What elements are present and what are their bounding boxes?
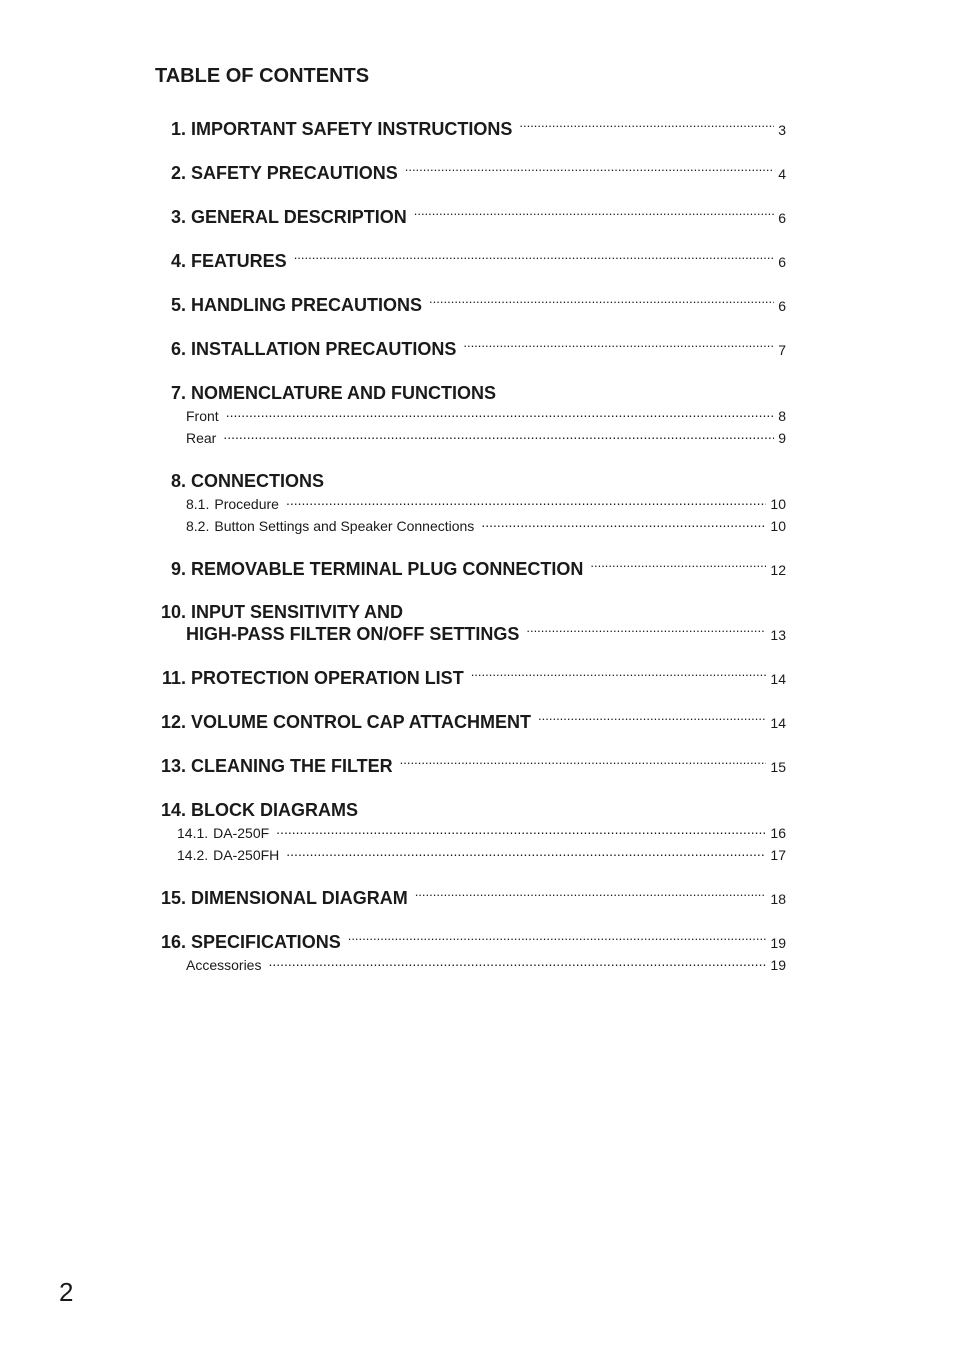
entry-number: 11. xyxy=(161,668,186,688)
toc-entry-1[interactable] xyxy=(154,117,786,142)
entry-label: Rear xyxy=(186,430,217,446)
toc-entry-9[interactable] xyxy=(154,557,786,582)
entry-label: Front xyxy=(186,408,219,424)
entry-number: 14.2. xyxy=(177,847,209,863)
dot-leader xyxy=(526,627,766,640)
dot-leader xyxy=(348,935,767,948)
entry-label: CLEANING THE FILTER xyxy=(191,756,393,776)
entry-label: Button Settings and Speaker Connections xyxy=(214,518,475,534)
dot-leader xyxy=(590,562,766,575)
toc-subentry-front[interactable] xyxy=(186,407,786,425)
entry-page: 12 xyxy=(770,562,786,578)
entry-number: 7. xyxy=(170,383,186,403)
dot-leader xyxy=(268,956,766,970)
entry-page: 6 xyxy=(778,210,786,226)
entry-number: 5. xyxy=(170,295,186,315)
entry-page: 3 xyxy=(778,122,786,138)
entry-label: INSTALLATION PRECAUTIONS xyxy=(191,339,457,359)
entry-page: 14 xyxy=(770,671,786,687)
entry-label: INPUT SENSITIVITY AND xyxy=(191,602,404,622)
dot-leader xyxy=(223,429,774,443)
entry-label: Procedure xyxy=(214,496,279,512)
entry-number: 14.1. xyxy=(177,825,209,841)
entry-page: 19 xyxy=(770,935,786,951)
dot-leader xyxy=(519,122,774,135)
entry-label: REMOVABLE TERMINAL PLUG CONNECTION xyxy=(191,559,584,579)
dot-leader xyxy=(294,254,775,267)
toc-entry-14[interactable] xyxy=(154,798,786,822)
entry-number: 2. xyxy=(170,163,186,183)
toc-subentry-8-1[interactable] xyxy=(186,495,786,513)
entry-label: HANDLING PRECAUTIONS xyxy=(191,295,423,315)
toc-entry-11[interactable] xyxy=(154,666,786,691)
entry-label: VOLUME CONTROL CAP ATTACHMENT xyxy=(191,712,532,732)
entry-label: PROTECTION OPERATION LIST xyxy=(191,668,464,688)
toc-entry-7[interactable] xyxy=(154,381,786,405)
entry-page: 13 xyxy=(770,627,786,643)
entry-page: 17 xyxy=(770,847,786,863)
entry-page: 18 xyxy=(770,891,786,907)
entry-number: 14. xyxy=(160,800,186,820)
toc-entry-15[interactable] xyxy=(154,886,786,911)
dot-leader xyxy=(538,715,766,728)
toc-entry-6[interactable] xyxy=(154,337,786,362)
dot-leader xyxy=(471,671,767,684)
entry-number: 15. xyxy=(160,888,186,908)
entry-page: 8 xyxy=(778,408,786,424)
toc-entry-16[interactable] xyxy=(154,930,786,955)
entry-page: 14 xyxy=(770,715,786,731)
dot-leader xyxy=(286,495,766,509)
entry-label: Accessories xyxy=(186,957,262,973)
entry-label: SAFETY PRECAUTIONS xyxy=(191,163,398,183)
entry-label: NOMENCLATURE AND FUNCTIONS xyxy=(191,383,496,403)
entry-page: 19 xyxy=(770,957,786,973)
entry-number: 13. xyxy=(160,756,186,776)
entry-number: 10. xyxy=(160,602,186,622)
entry-label: DA-250F xyxy=(213,825,270,841)
toc-entry-3[interactable] xyxy=(154,205,786,230)
toc-entry-8[interactable] xyxy=(154,469,786,493)
entry-number: 4. xyxy=(170,251,186,271)
toc-entry-10[interactable] xyxy=(154,600,786,624)
toc-subentry-rear[interactable] xyxy=(186,429,786,447)
entry-number: 8.1. xyxy=(186,496,210,512)
entry-label: IMPORTANT SAFETY INSTRUCTIONS xyxy=(191,119,513,139)
entry-page: 6 xyxy=(778,298,786,314)
entry-label: DA-250FH xyxy=(213,847,280,863)
entry-page: 15 xyxy=(770,759,786,775)
entry-number: 3. xyxy=(170,207,186,227)
toc-entry-5[interactable] xyxy=(154,293,786,318)
toc-entry-13[interactable] xyxy=(154,754,786,779)
dot-leader xyxy=(415,891,767,904)
entry-page: 7 xyxy=(778,342,786,358)
entry-page: 9 xyxy=(778,430,786,446)
entry-label: CONNECTIONS xyxy=(191,471,325,491)
dot-leader xyxy=(429,298,774,311)
entry-label: BLOCK DIAGRAMS xyxy=(191,800,359,820)
entry-label: HIGH-PASS FILTER ON/OFF SETTINGS xyxy=(186,624,520,644)
entry-page: 6 xyxy=(778,254,786,270)
entry-label: SPECIFICATIONS xyxy=(191,932,341,952)
entry-label: DIMENSIONAL DIAGRAM xyxy=(191,888,408,908)
entry-number: 9. xyxy=(170,559,186,579)
dot-leader xyxy=(405,166,774,179)
dot-leader xyxy=(400,759,767,772)
entry-number: 8.2. xyxy=(186,518,210,534)
entry-label: GENERAL DESCRIPTION xyxy=(191,207,407,227)
toc-entry-12[interactable] xyxy=(154,710,786,735)
dot-leader xyxy=(463,342,774,355)
dot-leader xyxy=(226,407,775,421)
toc-entry-2[interactable] xyxy=(154,161,786,186)
entry-number: 12. xyxy=(160,712,186,732)
entry-number: 6. xyxy=(170,339,186,359)
entry-label: FEATURES xyxy=(191,251,287,271)
page-number: 2 xyxy=(59,1277,74,1307)
entry-number: 1. xyxy=(170,119,186,139)
entry-page: 4 xyxy=(778,166,786,182)
toc-subentry-8-2[interactable] xyxy=(186,517,786,535)
dot-leader xyxy=(414,210,774,223)
toc-subentry-14-2[interactable] xyxy=(177,846,786,864)
dot-leader xyxy=(276,824,766,838)
toc-subentry-14-1[interactable] xyxy=(177,824,786,842)
dot-leader xyxy=(481,517,766,531)
entry-page: 10 xyxy=(770,518,786,534)
entry-number: 16. xyxy=(160,932,186,952)
toc-subentry-accessories[interactable] xyxy=(186,956,786,974)
entry-page: 16 xyxy=(770,825,786,841)
toc-entry-4[interactable] xyxy=(154,249,786,274)
dot-leader xyxy=(286,846,766,860)
toc-entry-10-continued[interactable] xyxy=(186,622,786,647)
entry-number: 8. xyxy=(170,471,186,491)
toc-title: TABLE OF CONTENTS xyxy=(155,65,370,87)
entry-page: 10 xyxy=(770,496,786,512)
